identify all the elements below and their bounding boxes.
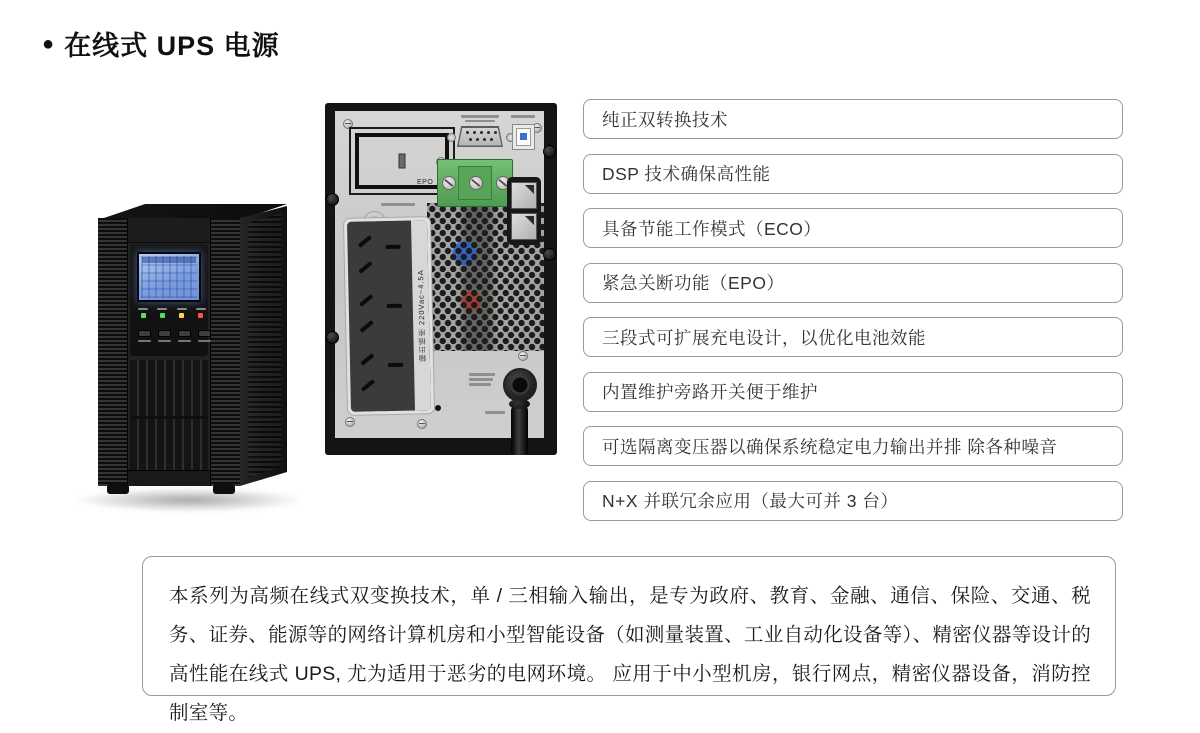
led-line — [157, 308, 167, 318]
usb-label-microtext — [511, 115, 535, 118]
battery-connector — [511, 182, 537, 209]
epo-screw — [469, 176, 483, 190]
feature-list — [583, 99, 1123, 521]
output-outlet-panel — [343, 216, 435, 416]
epo-terminal-block — [417, 159, 513, 207]
snmp-label-microtext — [381, 203, 415, 206]
feature-box — [583, 99, 1123, 139]
front-bottom-band — [128, 470, 210, 486]
ups-rear-view-image — [325, 103, 557, 455]
feature-box — [583, 372, 1123, 412]
ups-side-face — [240, 206, 287, 486]
description-text: 本系列为高频在线式双变换技术，单 / 三相输入输出，是专为政府、教育、金融、通信、保险、交通、税务、证券、能源等的网络计算机房和小型智能设备（如测量装置、工业自动化设备等）、精密仪器等设计的高性能在线式 UPS, 尤为适用于恶劣的电网环境。 应用于中小型机房，银行网点，精密仪器设备，消防控制室等。 — [169, 585, 1091, 724]
input-breaker — [503, 368, 537, 402]
panel-button-row — [138, 330, 210, 342]
breaker-label-microtext — [469, 378, 493, 381]
title-bullet: ● — [42, 32, 55, 55]
front-vent-slats — [130, 360, 208, 470]
usb-port — [512, 124, 535, 150]
feature-box — [583, 263, 1123, 303]
ups-front-view-image — [65, 196, 291, 526]
foot — [107, 484, 129, 494]
front-top-band — [128, 218, 210, 243]
feature-box — [583, 481, 1123, 521]
breaker-label-microtext — [469, 383, 491, 386]
input-power-cable — [511, 403, 528, 455]
feature-label: N+X 并联冗余应用（最大可并 3 台） — [602, 491, 899, 511]
led-battery — [177, 308, 187, 318]
vent-ribs-left — [98, 218, 128, 486]
rs232-port — [457, 126, 503, 147]
foot — [213, 484, 235, 494]
panel-button — [138, 330, 151, 342]
frame-screw — [326, 331, 339, 344]
feature-label: DSP 技术确保高性能 — [602, 164, 771, 184]
description-box — [142, 556, 1116, 724]
panel-button — [198, 330, 211, 342]
screw — [518, 351, 528, 361]
feature-box — [583, 426, 1123, 466]
feature-box — [583, 154, 1123, 194]
ups-front-face — [98, 218, 240, 486]
feature-label: 可选隔离变压器以确保系统稳定电力输出并排 除各种噪音 — [602, 436, 1058, 457]
rs232-label-microtext — [465, 120, 495, 123]
cable-label-microtext — [485, 411, 505, 414]
feature-box — [583, 317, 1123, 357]
led-ac-power — [138, 308, 148, 318]
led-fault — [196, 308, 206, 318]
epo-screw — [442, 176, 456, 190]
led-indicator-row — [138, 308, 206, 318]
feature-box — [583, 208, 1123, 248]
control-panel — [130, 244, 208, 356]
front-center-panel — [128, 218, 210, 486]
lcd-screen — [137, 252, 201, 302]
snmp-slot-keyhole — [399, 154, 406, 169]
outlet-socket — [350, 290, 411, 343]
usb-tongue — [520, 133, 527, 140]
screw — [417, 419, 427, 429]
feature-label: 紧急关断功能（EPO） — [602, 273, 785, 293]
frame-screw — [326, 193, 339, 206]
page-title: 在线式 UPS 电源 — [64, 31, 280, 61]
usb-port-face — [516, 128, 531, 146]
panel-button — [158, 330, 171, 342]
lcd-status-row — [142, 257, 196, 263]
outlet-label: 输出插座 220Vac~4.5A — [415, 268, 427, 362]
rear-inner-panel — [335, 111, 544, 438]
epo-label: EPO — [417, 179, 434, 186]
battery-connector-block — [507, 177, 541, 245]
battery-connector — [511, 213, 537, 240]
feature-label: 内置维护旁路开关便于维护 — [602, 382, 818, 402]
frame-screw — [543, 145, 556, 158]
panel-hole — [435, 405, 441, 411]
rs232-label-microtext — [461, 115, 499, 118]
outlet-socket — [352, 349, 413, 402]
outlet-socket — [349, 230, 410, 283]
frame-screw — [543, 248, 556, 261]
outlet-sockets — [347, 221, 415, 412]
page-title-row — [42, 24, 280, 63]
feature-label: 纯正双转换技术 — [602, 109, 728, 130]
vent-ribs-right — [210, 218, 240, 486]
breaker-label-microtext — [469, 373, 495, 376]
feature-label: 具备节能工作模式（ECO） — [602, 218, 822, 239]
outlet-label-strip — [411, 220, 431, 410]
feature-label: 三段式可扩展充电设计，以优化电池效能 — [602, 327, 926, 348]
screw — [345, 417, 355, 427]
db9-nut — [447, 133, 456, 142]
panel-button — [178, 330, 191, 342]
